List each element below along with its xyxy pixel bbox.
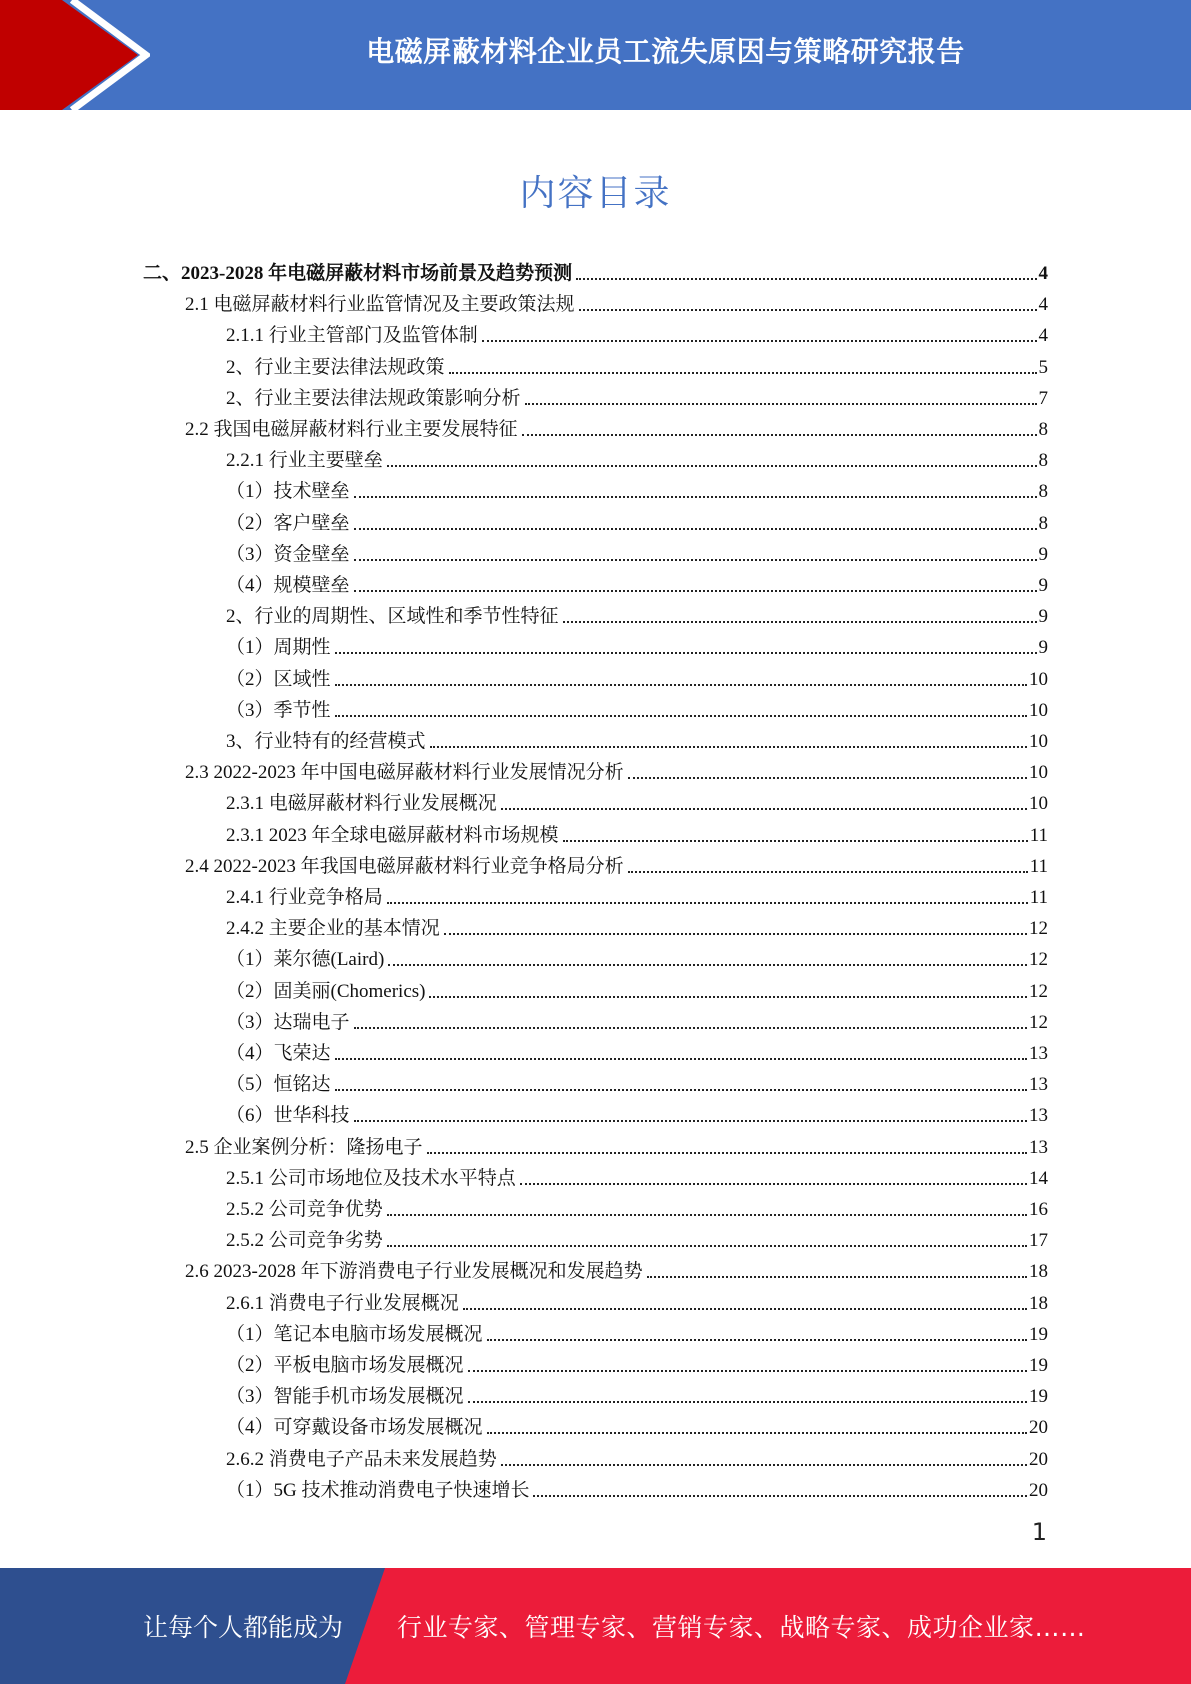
toc-entry-page: 4 [1038, 294, 1048, 316]
toc-dot-leader [501, 1464, 1027, 1466]
toc-entry-label: 2.4 2022-2023 年我国电磁屏蔽材料行业竞争格局分析 [185, 855, 624, 877]
toc-entry-label: （4）规模壁垒 [226, 575, 350, 596]
toc-dot-leader [563, 621, 1037, 623]
toc-entry-page: 19 [1029, 1323, 1048, 1345]
toc-entry[interactable] [226, 972, 1048, 1003]
toc-dot-leader [387, 902, 1028, 904]
toc-entry[interactable] [226, 1034, 1048, 1065]
toc-entry-page: 20 [1029, 1417, 1048, 1439]
toc-entry-page: 20 [1029, 1448, 1048, 1470]
toc-dot-leader [533, 1495, 1027, 1497]
toc-dot-leader [335, 1089, 1027, 1091]
toc-entry-label: 2.6.2 消费电子产品未来发展趋势 [226, 1448, 497, 1470]
toc-entry[interactable] [185, 285, 1048, 316]
toc-dot-leader [354, 496, 1037, 498]
header-arrow-decoration [0, 0, 150, 110]
toc-entry[interactable] [226, 597, 1048, 628]
toc-entry[interactable] [226, 691, 1048, 722]
toc-entry-label: 2.5.2 公司竞争优势 [226, 1199, 383, 1220]
toc-entry-label: 2、行业主要法律法规政策影响分析 [226, 387, 521, 409]
toc-entry[interactable] [226, 535, 1048, 566]
toc-entry-page: 19 [1029, 1386, 1048, 1408]
page-header [0, 0, 1191, 110]
toc-entry-label: （2）平板电脑市场发展概况 [226, 1355, 464, 1376]
toc-entry[interactable] [226, 940, 1048, 971]
toc-entry-label: （1）莱尔德(Laird) [226, 949, 385, 971]
toc-entry-label: （2）区域性 [226, 668, 331, 690]
toc-entry[interactable] [226, 1159, 1048, 1190]
toc-dot-leader [354, 1027, 1027, 1029]
toc-dot-leader [430, 746, 1027, 748]
toc-entry-page: 12 [1029, 980, 1048, 1002]
toc-entry[interactable] [226, 1440, 1048, 1471]
toc-entry[interactable] [226, 1346, 1048, 1377]
toc-entry-page: 12 [1029, 1011, 1048, 1033]
toc-entry-page: 9 [1038, 575, 1048, 596]
toc-entry-label: （3）资金壁垒 [226, 543, 350, 565]
toc-entry[interactable] [226, 379, 1048, 410]
toc-entry[interactable] [226, 628, 1048, 659]
toc-entry[interactable] [226, 1408, 1048, 1439]
toc-entry-label: （1）技术壁垒 [226, 481, 350, 503]
toc-entry[interactable] [226, 722, 1048, 753]
toc-entry-label: （2）客户壁垒 [226, 512, 350, 534]
toc-entry-page: 4 [1038, 263, 1048, 284]
toc-entry-page: 9 [1038, 637, 1048, 659]
toc-entry-label: 2.1 电磁屏蔽材料行业监管情况及主要政策法规 [185, 294, 575, 316]
toc-entry[interactable] [226, 660, 1048, 691]
toc-entry-label: 2.2 我国电磁屏蔽材料行业主要发展特征 [185, 419, 518, 440]
toc-entry-label: 2、行业主要法律法规政策 [226, 356, 445, 378]
toc-dot-leader [388, 964, 1027, 966]
toc-entry-label: （1）笔记本电脑市场发展概况 [226, 1323, 483, 1345]
toc-dot-leader [563, 840, 1028, 842]
toc-dot-leader [628, 777, 1027, 779]
toc-entry-label: 2.2.1 行业主要壁垒 [226, 450, 383, 472]
toc-entry[interactable] [226, 1096, 1048, 1127]
toc-entry-page: 13 [1029, 1043, 1048, 1064]
toc-entry-page: 9 [1038, 543, 1048, 565]
toc-entry-label: （3）达瑞电子 [226, 1011, 350, 1033]
page-number: 1 [1031, 1518, 1047, 1546]
toc-dot-leader [354, 559, 1037, 561]
toc-entry-label: （1）周期性 [226, 637, 331, 659]
toc-entry-label: 2.5 企业案例分析：隆扬电子 [185, 1136, 423, 1158]
toc-entry-label: 2.1.1 行业主管部门及监管体制 [226, 325, 478, 347]
toc-entry-label: 2.3.1 2023 年全球电磁屏蔽材料市场规模 [226, 824, 559, 846]
toc-entry-label: （5）恒铭达 [226, 1074, 331, 1096]
toc-entry-page: 10 [1029, 731, 1048, 752]
toc-entry-label: （4）飞荣达 [226, 1043, 331, 1064]
toc-entry[interactable] [226, 1284, 1048, 1315]
toc-entry[interactable] [226, 878, 1048, 909]
footer-slogan-right: 行业专家、管理专家、营销专家、战略专家、成功企业家…… [397, 1613, 1086, 1642]
toc-dot-leader [387, 465, 1037, 467]
toc-entry-page: 18 [1029, 1292, 1048, 1314]
toc-dot-leader [482, 340, 1037, 342]
toc-entry-label: 二、2023-2028 年电磁屏蔽材料市场前景及趋势预测 [143, 263, 573, 284]
toc-entry[interactable] [185, 1128, 1048, 1159]
toc-entry-page: 11 [1029, 824, 1048, 846]
toc-entry-label: （3）智能手机市场发展概况 [226, 1386, 464, 1408]
toc-entry-page: 13 [1029, 1136, 1048, 1158]
toc-entry-label: （1）5G 技术推动消费电子快速增长 [226, 1479, 530, 1501]
toc-entry[interactable] [226, 504, 1048, 535]
toc-dot-leader [522, 434, 1037, 436]
toc-dot-leader [468, 1370, 1027, 1372]
toc-dot-leader [628, 871, 1028, 873]
toc-entry-label: 2.5.2 公司竞争劣势 [226, 1230, 383, 1252]
toc-entry[interactable] [226, 316, 1048, 347]
toc-dot-leader [427, 1152, 1027, 1154]
toc-entry[interactable] [226, 1471, 1048, 1502]
toc-entry-label: （4）可穿戴设备市场发展概况 [226, 1417, 483, 1439]
toc-entry-label: 2.3 2022-2023 年中国电磁屏蔽材料行业发展情况分析 [185, 762, 624, 784]
toc-entry-label: 2.6.1 消费电子行业发展概况 [226, 1292, 459, 1314]
toc-dot-leader [487, 1432, 1027, 1434]
toc-entry-page: 4 [1038, 325, 1048, 347]
toc-entry-page: 8 [1038, 419, 1048, 440]
toc-entry-page: 7 [1038, 387, 1048, 409]
toc-entry-page: 18 [1029, 1261, 1048, 1283]
toc-dot-leader [576, 278, 1036, 280]
toc-entry[interactable] [226, 1221, 1048, 1252]
toc-dot-leader [335, 684, 1027, 686]
toc-dot-leader [468, 1401, 1027, 1403]
toc-dot-leader [501, 808, 1027, 810]
toc-entry-page: 10 [1029, 699, 1048, 721]
toc-entry[interactable] [226, 784, 1048, 815]
toc-title: 内容目录 [519, 173, 672, 214]
toc-entry-page: 13 [1029, 1105, 1048, 1127]
toc-entry-page: 8 [1038, 450, 1048, 472]
toc-entry-label: （6）世华科技 [226, 1105, 350, 1127]
toc-entry-page: 20 [1029, 1479, 1048, 1501]
toc-dot-leader [335, 652, 1037, 654]
toc-dot-leader [525, 403, 1037, 405]
toc-dot-leader [354, 1120, 1027, 1122]
toc-entry-label: 2.4.2 主要企业的基本情况 [226, 918, 440, 940]
toc-entry-label: 2.6 2023-2028 年下游消费电子行业发展概况和发展趋势 [185, 1261, 643, 1283]
toc-entry-page: 12 [1029, 918, 1048, 940]
toc-entry[interactable] [185, 847, 1048, 878]
toc-entry-page: 11 [1029, 855, 1048, 877]
footer-slogan-left: 让每个人都能成为 [143, 1613, 344, 1642]
toc-entry-page: 16 [1029, 1199, 1048, 1220]
toc-entry[interactable] [226, 348, 1048, 379]
toc-entry-label: 2.5.1 公司市场地位及技术水平特点 [226, 1167, 516, 1189]
toc-dot-leader [354, 590, 1037, 592]
toc-entry[interactable] [226, 441, 1048, 472]
toc-entry[interactable] [226, 1315, 1048, 1346]
toc-entry-page: 17 [1029, 1230, 1048, 1252]
toc-dot-leader [429, 996, 1027, 998]
toc-dot-leader [444, 933, 1027, 935]
toc-entry-label: 2、行业的周期性、区域性和季节性特征 [226, 606, 559, 628]
toc-dot-leader [579, 309, 1037, 311]
toc-dot-leader [387, 1245, 1027, 1247]
toc-entry[interactable] [185, 753, 1048, 784]
toc-dot-leader [520, 1183, 1027, 1185]
toc-entry[interactable] [185, 410, 1048, 441]
toc-dot-leader [335, 715, 1027, 717]
toc-dot-leader [335, 1058, 1027, 1060]
toc-dot-leader [354, 528, 1037, 530]
toc-entry-page: 8 [1038, 481, 1048, 503]
toc-entry-page: 14 [1029, 1167, 1048, 1189]
toc-entry[interactable] [226, 472, 1048, 503]
toc-entry-label: （3）季节性 [226, 699, 331, 721]
toc-entry-page: 10 [1029, 762, 1048, 784]
toc-entry[interactable] [185, 1252, 1048, 1283]
toc-dot-leader [463, 1308, 1027, 1310]
toc-entry[interactable] [226, 816, 1048, 847]
toc-entry-page: 9 [1038, 606, 1048, 628]
toc-dot-leader [449, 372, 1037, 374]
toc-entry[interactable] [226, 566, 1048, 597]
toc-entry-page: 10 [1029, 668, 1048, 690]
toc-entry-page: 13 [1029, 1074, 1048, 1096]
toc-entry[interactable] [226, 909, 1048, 940]
toc-entry-page: 11 [1029, 887, 1048, 908]
toc-entry-label: （2）固美丽(Chomerics) [226, 980, 426, 1002]
toc-entry[interactable] [143, 254, 1048, 285]
toc-dot-leader [647, 1276, 1027, 1278]
toc-entry[interactable] [226, 1065, 1048, 1096]
toc-entry-label: 2.3.1 电磁屏蔽材料行业发展概况 [226, 793, 497, 815]
toc-entry-page: 19 [1029, 1355, 1048, 1376]
toc-entry-page: 8 [1038, 512, 1048, 534]
toc-entry[interactable] [226, 1190, 1048, 1221]
toc-dot-leader [387, 1214, 1027, 1216]
page-footer [0, 1568, 1191, 1684]
toc-entry-page: 12 [1029, 949, 1048, 971]
toc-entry-label: 3、行业特有的经营模式 [226, 731, 426, 752]
toc-entry-page: 10 [1029, 793, 1048, 815]
toc-entry[interactable] [226, 1377, 1048, 1408]
toc-entry[interactable] [226, 1003, 1048, 1034]
toc-dot-leader [487, 1339, 1027, 1341]
report-title: 电磁屏蔽材料企业员工流失原因与策略研究报告 [366, 35, 965, 68]
toc-entry-label: 2.4.1 行业竞争格局 [226, 887, 383, 908]
toc-entry-page: 5 [1038, 356, 1048, 378]
